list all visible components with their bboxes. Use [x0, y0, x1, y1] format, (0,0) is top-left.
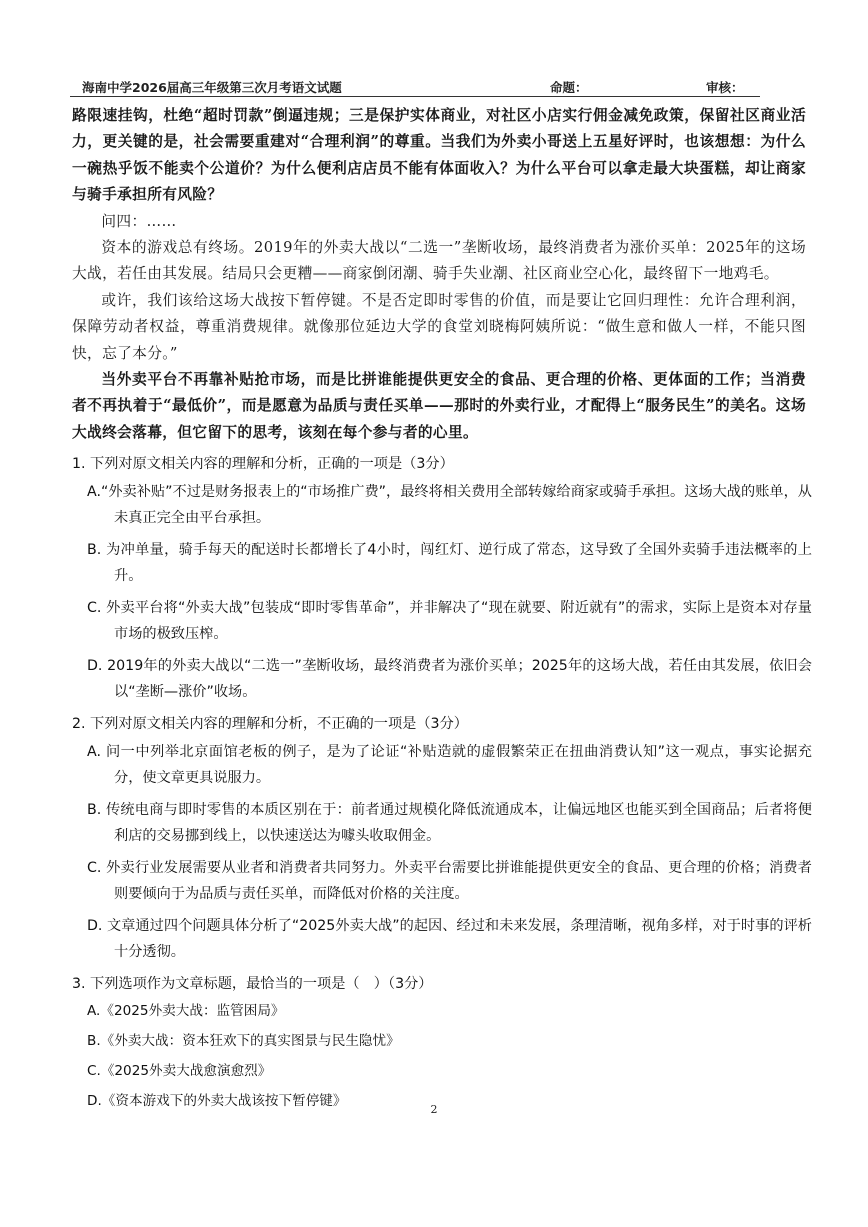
option-a: A.“外卖补贴”不过是财务报表上的“市场推广费”，最终将相关费用全部转嫁给商家或骑手承担。这场大战的账单，从未真正完全由平台承担。 — [87, 484, 812, 526]
option-d: D.《资本游戏下的外卖大战该按下暂停键》 — [87, 1093, 347, 1109]
option-c: C. 外卖行业发展需要从业者和消费者共同努力。外卖平台需要比拼谁能提供更安全的食品、更合理的价格；消费者则要倾向于为品质与责任买单，而降低对价格的关注度。 — [87, 860, 812, 902]
passage-paragraph: 或许，我们该给这场大战按下暂停键。不是否定即时零售的价值，而是要让它回归理性：允许合理利润，保障劳动者权益，尊重消费规律。就像那位延边大学的食堂刘晓梅阿姨所说：“做生意和做人一样，不能只图快，忘了本分。” — [72, 291, 806, 362]
question-1 — [72, 451, 812, 705]
passage-paragraph: 当外卖平台不再靠补贴抢市场，而是比拼谁能提供更安全的食品、更合理的价格、更体面的工作；当消费者不再执着于“最低价”，而是愿意为品质与责任买单——那时的外卖行业，才配得上“服务民生”的美名。这场大战终会落幕，但它留下的思考，该刻在每个参与者的心里。 — [72, 371, 806, 441]
passage-paragraph: 路限速挂钩，杜绝“超时罚款”倒逼违规；三是保护实体商业，对社区小店实行佣金减免政策，保留社区商业活力，更关键的是，社会需要重建对“合理利润”的尊重。当我们为外卖小哥送上五星好评时，也该想想：为什么一碗热乎饭不能卖个公道价？为什么便利店店员不能有体面收入？为什么平台可以拿走最大块蛋糕，却让商家与骑手承担所有风险？ — [72, 107, 806, 204]
question-section — [72, 451, 812, 1119]
page-number: 2 — [430, 1103, 438, 1116]
question-stem: 2. 下列对原文相关内容的理解和分析，不正确的一项是（3分） — [72, 716, 468, 732]
setter-label: 命题： — [550, 80, 588, 95]
option-b: B. 为冲单量，骑手每天的配送时长都增长了4小时，闯红灯、逆行成了常态，这导致了全国外卖骑手违法概率的上升。 — [87, 542, 812, 584]
reviewer-label: 审核： — [706, 80, 744, 95]
exam-title: 海南中学2026届高三年级第三次月考语文试题 — [82, 80, 342, 95]
option-b: B.《外卖大战：资本狂欢下的真实图景与民生隐忧》 — [87, 1033, 400, 1049]
question-stem: 3. 下列选项作为文章标题，最恰当的一项是（ ）（3分） — [72, 976, 433, 992]
passage — [72, 103, 806, 446]
option-d: D. 文章通过四个问题具体分析了“2025外卖大战”的起因、经过和未来发展，条理清晰，视角多样，对于时事的评析十分透彻。 — [87, 918, 812, 960]
question-3 — [72, 971, 812, 1114]
option-c: C. 外卖平台将“外卖大战”包装成“即时零售革命”，并非解决了“现在就要、附近就有”的需求，实际上是资本对存量市场的极致压榨。 — [87, 600, 812, 642]
option-d: D. 2019年的外卖大战以“二选一”垄断收场，最终消费者为涨价买单；2025年的这场大战，若任由其发展，依旧会以“垄断—涨价”收场。 — [87, 658, 812, 700]
passage-paragraph: 资本的游戏总有终场。2019年的外卖大战以“二选一”垄断收场，最终消费者为涨价买单：2025年的这场大战，若任由其发展。结局只会更糟——商家倒闭潮、骑手失业潮、社区商业空心化，最终留下一地鸡毛。 — [72, 239, 806, 283]
question-2 — [72, 711, 812, 965]
header-rule — [70, 96, 760, 97]
option-a: A. 问一中列举北京面馆老板的例子，是为了论证“补贴造就的虚假繁荣正在扭曲消费认知”这一观点，事实论据充分，使文章更具说服力。 — [87, 744, 812, 786]
option-a: A.《2025外卖大战：监管困局》 — [87, 1003, 285, 1019]
option-b: B. 传统电商与即时零售的本质区别在于：前者通过规模化降低流通成本，让偏远地区也能买到全国商品；后者将便利店的交易挪到线上，以快速送达为噱头收取佣金。 — [87, 802, 812, 844]
passage-heading-q4: 问四：…… — [101, 212, 177, 230]
page-header — [78, 76, 758, 96]
option-c: C.《2025外卖大战愈演愈烈》 — [87, 1063, 272, 1079]
question-stem: 1. 下列对原文相关内容的理解和分析，正确的一项是（3分） — [72, 456, 454, 472]
